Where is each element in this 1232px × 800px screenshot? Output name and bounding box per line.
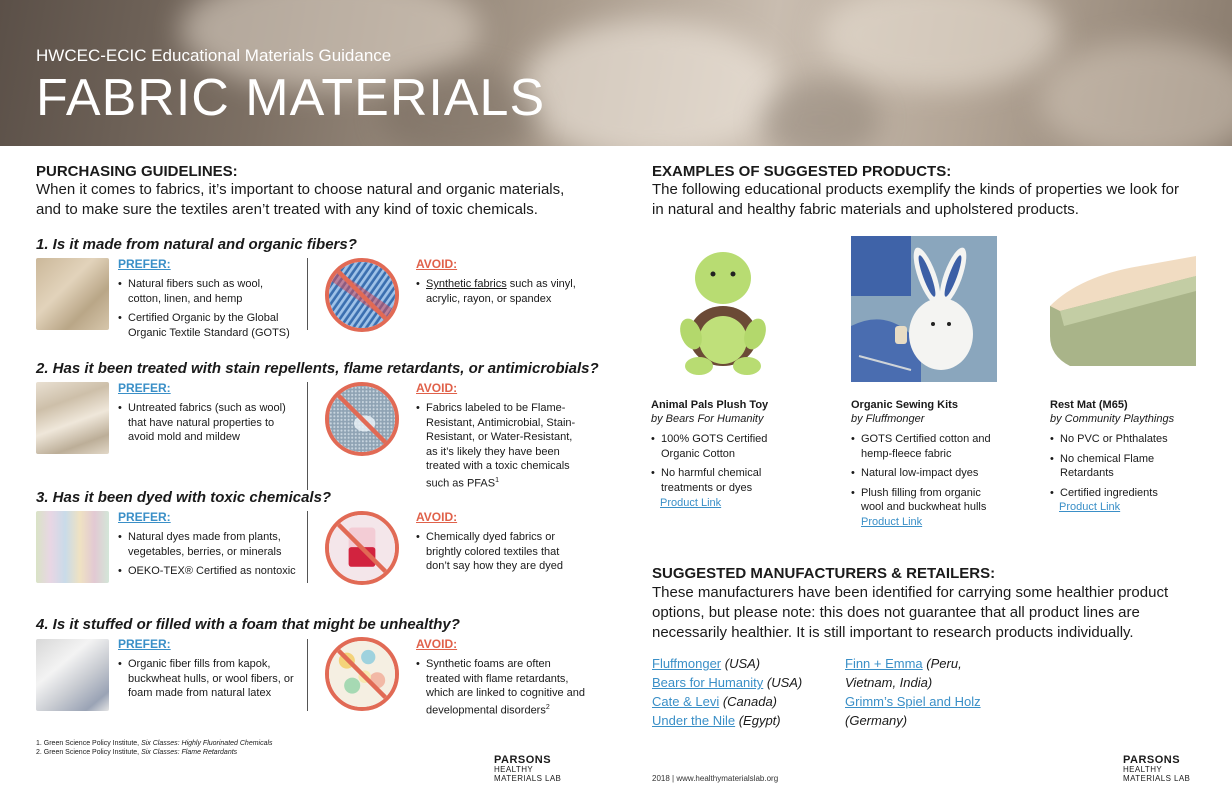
sewing-kit-image	[851, 236, 997, 382]
synthetic-foam-avoid-icon	[325, 637, 399, 711]
question-4: 4. Is it stuffed or filled with a foam that might be unhealthy?	[36, 616, 460, 633]
footer-text: 2018 | www.healthymaterialslab.org	[652, 774, 779, 783]
chemical-dye-avoid-icon	[325, 511, 399, 585]
manufacturer-link[interactable]: Fluffmonger	[652, 656, 722, 671]
parsons-logo: PARSONS HEALTHY MATERIALS LAB	[494, 754, 562, 783]
manufacturers-intro: These manufacturers have been identified for carrying some healthier product options, but please note: this does not guarantee that all product lines are necessarily healthier. It is still important to research products individually.	[652, 584, 1169, 641]
prefer-list-2: • Untreated fabrics (such as wool) that have natural properties to avoid mold and mildew	[118, 401, 293, 450]
avoid-label-1: AVOID:	[416, 257, 458, 271]
untreated-fabric-thumbnail	[36, 382, 109, 454]
manufacturers-col-1: Fluffmonger (USA) Bears for Humanity (USA) Cate & Levi (Canada) Under the Nile (Egypt)	[652, 656, 803, 728]
product-maker: by Community Playthings	[1050, 413, 1175, 425]
product-bullets: • GOTS Certified cotton and hemp-fleece fabric • Natural low-impact dyes • Plush filling from organic wool and buckwheat hulls	[851, 432, 1001, 520]
prefer-list-1: • Natural fibers such as wool, cotton, linen, and hemp • Certified Organic by the Global Organic Textile Standard (GOTS)	[118, 277, 298, 345]
product-name: Organic Sewing Kits	[851, 399, 958, 411]
prefer-label-4: PREFER:	[118, 637, 171, 651]
divider	[307, 639, 308, 711]
header-subtitle: HWCEC-ECIC Educational Materials Guidance	[36, 46, 392, 65]
divider	[307, 382, 308, 490]
synthetic-fabrics-link[interactable]: Synthetic fabrics	[426, 278, 507, 290]
prefer-list-4: • Organic fiber fills from kapok, buckwheat hulls, or wool fibers, or foam made from natural latex	[118, 657, 298, 706]
prefer-label-1: PREFER:	[118, 257, 171, 271]
avoid-list-4: • Synthetic foams are often treated with flame retardants, which are linked to cognitive and developmental disorders$^2$	[416, 657, 586, 723]
plush-turtle-image	[651, 236, 796, 382]
divider	[307, 258, 308, 330]
prefer-label-2: PREFER:	[118, 381, 171, 395]
product-maker: by Bears For Humanity	[651, 413, 764, 425]
product-link[interactable]: Product Link	[861, 516, 923, 528]
manufacturer-link[interactable]: Under the Nile	[652, 713, 736, 728]
avoid-list-3: • Chemically dyed fabrics or brightly colored textiles that don’t say how they are dyed	[416, 530, 586, 579]
natural-fiber-thumbnail	[36, 258, 109, 330]
product-maker: by Fluffmonger	[851, 413, 925, 425]
guidelines-intro: When it comes to fabrics, it’s important to choose natural and organic materials, and to make sure the textiles aren’t treated with any kind of toxic chemicals.	[36, 181, 565, 218]
synthetic-fabric-avoid-icon	[325, 258, 399, 332]
manufacturer-link[interactable]: Bears for Humanity	[652, 675, 764, 690]
prefer-list-3: • Natural dyes made from plants, vegetables, berries, or minerals • OEKO-TEX® Certified as nontoxic	[118, 530, 298, 584]
page-title: FABRIC MATERIALS	[36, 69, 546, 127]
product-link[interactable]: Product Link	[1059, 501, 1121, 513]
manufacturer-link[interactable]: Cate & Levi	[652, 694, 720, 709]
product-name: Animal Pals Plush Toy	[651, 399, 769, 411]
avoid-list-1: • Synthetic fabrics such as vinyl, acrylic, rayon, or spandex	[416, 277, 591, 311]
product-bullets: • 100% GOTS Certified Organic Cotton • No harmful chemical treatments or dyes	[651, 432, 791, 500]
manufacturer-link[interactable]: Grimm’s Spiel and Holz	[845, 694, 981, 709]
rest-mat-image	[1050, 236, 1196, 382]
avoid-label-3: AVOID:	[416, 510, 458, 524]
avoid-list-2: • Fabrics labeled to be Flame-Resistant, Antimicrobial, Stain-Resistant, or Water-Resistant, as it’s likely they have been treated with a toxic chemicals such as PFAS$^1$	[416, 401, 586, 496]
prefer-label-3: PREFER:	[118, 510, 171, 524]
footnotes: 1. Green Science Policy Institute, Six Classes: Highly Fluorinated Chemicals 2. Green Science Policy Institute, Six Classes: Flame Retardants	[36, 740, 273, 756]
natural-dye-thumbnail	[36, 511, 109, 583]
question-3: 3. Has it been dyed with toxic chemicals?	[36, 489, 332, 506]
examples-intro: The following educational products exemplify the kinds of properties we look for in natural and healthy fabric materials and upholstered products.	[652, 181, 1179, 218]
avoid-label-4: AVOID:	[416, 637, 458, 651]
question-1: 1. Is it made from natural and organic fibers?	[36, 236, 357, 253]
divider	[307, 511, 308, 583]
header-banner	[0, 0, 1232, 146]
question-2: 2. Has it been treated with stain repellents, flame retardants, or antimicrobials?	[36, 360, 599, 377]
manufacturers-col-2: Finn + Emma (Peru, Vietnam, India) Grimm’s Spiel and Holz (Germany)	[845, 656, 981, 728]
avoid-label-2: AVOID:	[416, 381, 458, 395]
manufacturer-link[interactable]: Finn + Emma	[845, 656, 923, 671]
guidelines-heading: PURCHASING GUIDELINES:	[36, 163, 238, 180]
treated-fabric-avoid-icon	[325, 382, 399, 456]
manufacturers-heading: SUGGESTED MANUFACTURERS & RETAILERS:	[652, 565, 996, 582]
product-link[interactable]: Product Link	[660, 497, 722, 509]
product-name: Rest Mat (M65)	[1050, 399, 1128, 411]
examples-heading: EXAMPLES OF SUGGESTED PRODUCTS:	[652, 163, 952, 180]
parsons-logo: PARSONS HEALTHY MATERIALS LAB	[1123, 754, 1191, 783]
product-bullets: • No PVC or Phthalates • No chemical Flame Retardants • Certified ingredients	[1050, 432, 1190, 505]
natural-fill-thumbnail	[36, 639, 109, 711]
